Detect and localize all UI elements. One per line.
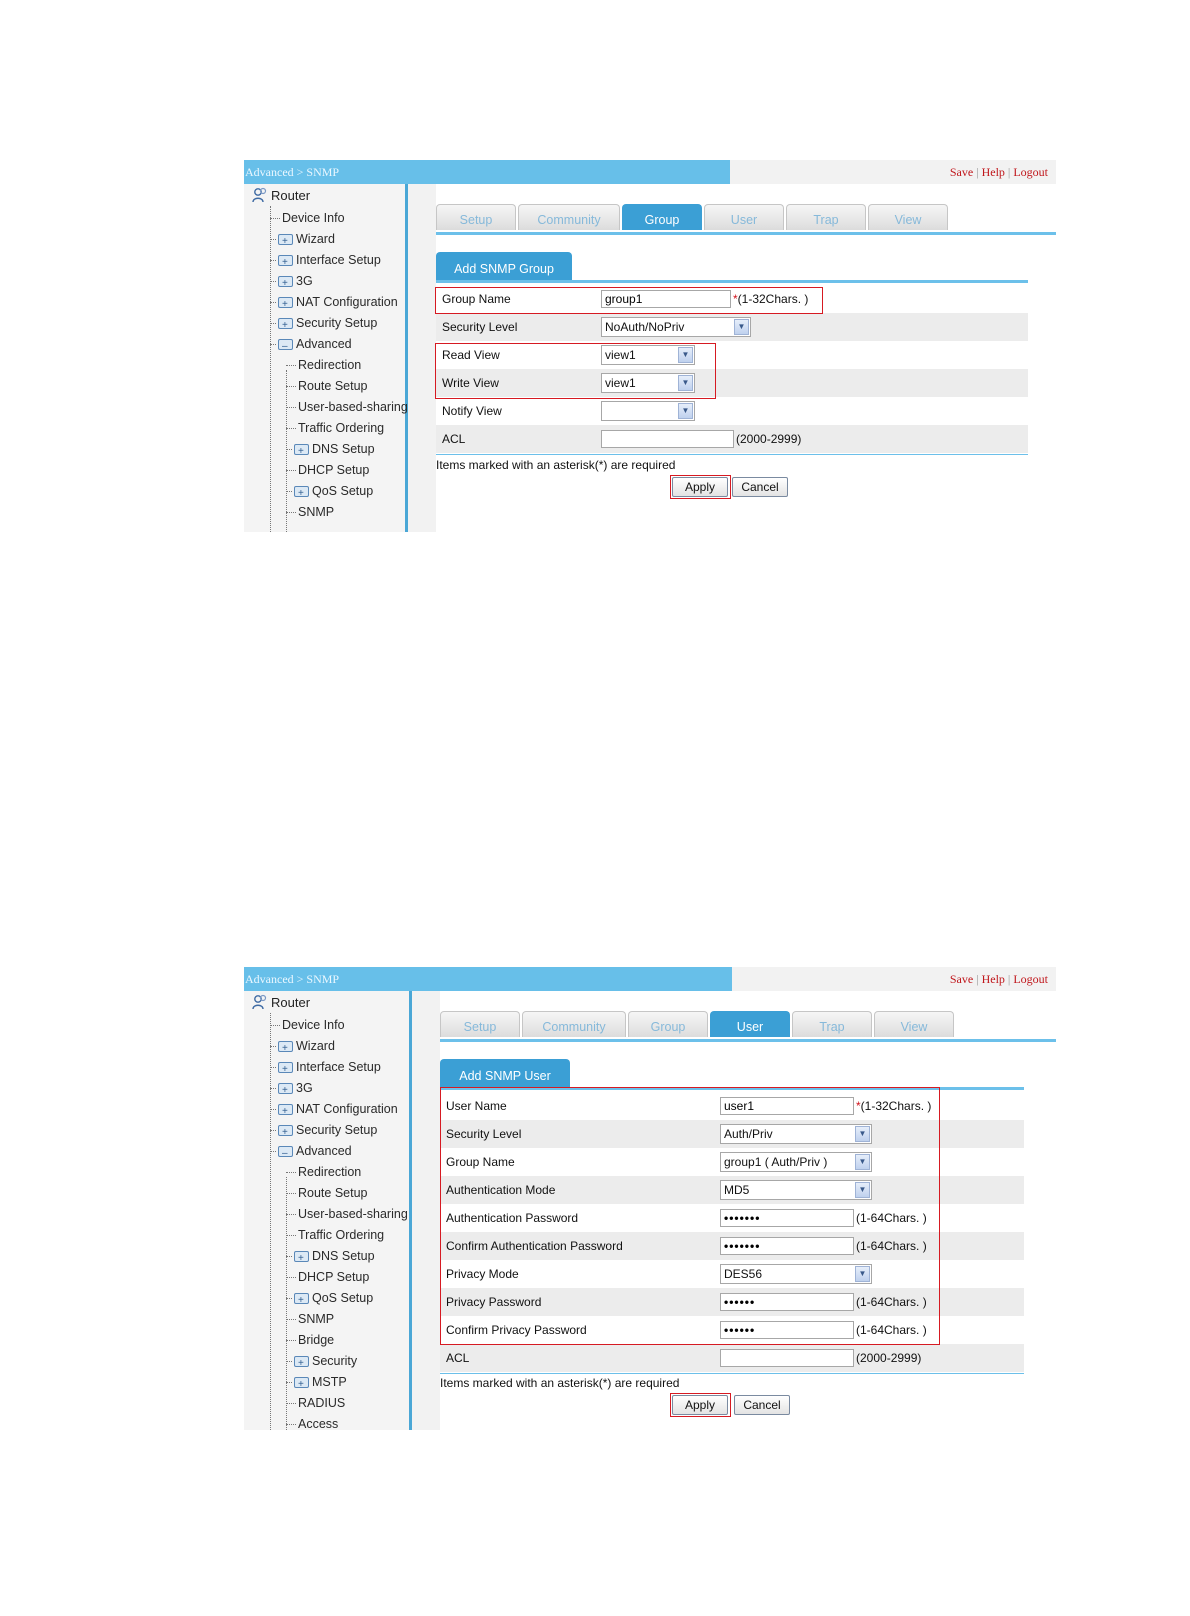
confirm-auth-password-label: Confirm Authentication Password xyxy=(440,1232,714,1260)
tree-root[interactable] xyxy=(252,994,310,1010)
folder-open-icon xyxy=(278,1146,293,1157)
form-row xyxy=(436,285,1028,313)
sidebar-item-dns-setup[interactable]: + DNS Setup xyxy=(286,439,375,460)
folder-icon xyxy=(294,486,309,497)
sidebar-item-user-based-sharing[interactable]: User-based-sharing xyxy=(286,1204,408,1225)
snmp-user-screenshot xyxy=(244,967,1056,1430)
security-level-select[interactable]: Auth/Priv ▼ xyxy=(720,1124,872,1144)
chevron-down-icon: ▼ xyxy=(734,319,749,335)
required-star: * xyxy=(733,292,738,306)
folder-icon xyxy=(294,1251,309,1262)
privacy-mode-label: Privacy Mode xyxy=(446,1267,519,1281)
cancel-button[interactable]: Cancel xyxy=(734,1395,790,1415)
logout-link[interactable]: Logout xyxy=(1013,165,1048,179)
form-row xyxy=(440,1120,1024,1148)
tab-user[interactable]: User xyxy=(710,1011,790,1037)
chevron-down-icon: ▼ xyxy=(855,1182,870,1198)
auth-mode-select[interactable]: MD5 ▼ xyxy=(720,1180,872,1200)
sidebar-item-redirection[interactable]: Redirection xyxy=(286,1162,361,1183)
router-user-icon xyxy=(252,994,268,1010)
notify-view-label: Notify View xyxy=(442,404,502,418)
sidebar-item-wizard[interactable]: + Wizard xyxy=(270,1036,335,1057)
tab-view[interactable]: View xyxy=(868,204,948,230)
tab-community[interactable]: Community xyxy=(518,204,620,230)
sidebar-item-security-setup[interactable]: + Security Setup xyxy=(270,1120,377,1141)
form-row xyxy=(440,1148,1024,1176)
read-view-label: Read View xyxy=(442,348,500,362)
router-user-icon xyxy=(252,187,268,203)
user-form xyxy=(440,1092,1024,1372)
required-star: * xyxy=(856,1099,861,1113)
notify-view-select[interactable] xyxy=(601,401,695,421)
group-name-hint: (1-32Chars. ) xyxy=(737,292,809,306)
security-level-select[interactable]: NoAuth/NoPriv ▼ xyxy=(601,317,751,337)
cancel-button[interactable]: Cancel xyxy=(732,477,788,497)
sidebar-item-nat[interactable]: + NAT Configuration xyxy=(270,292,398,313)
form-row xyxy=(436,369,1028,397)
sidebar-item-snmp[interactable]: SNMP xyxy=(286,1309,334,1330)
sidebar-item-device-info[interactable]: Device Info xyxy=(270,1015,345,1036)
folder-icon xyxy=(278,1062,293,1073)
sidebar-item-redirection[interactable]: Redirection xyxy=(286,355,361,376)
breadcrumb: Advanced > SNMP xyxy=(244,967,732,991)
sidebar-item-snmp[interactable]: SNMP xyxy=(286,502,334,523)
auth-mode-label: Authentication Mode xyxy=(440,1176,714,1204)
form-row xyxy=(436,397,1028,425)
snmp-group-screenshot xyxy=(244,160,1056,532)
sidebar-item-3g[interactable]: + 3G xyxy=(270,271,313,292)
sidebar-item-dhcp-setup[interactable]: DHCP Setup xyxy=(286,460,369,481)
user-name-hint: (1-32Chars. ) xyxy=(860,1099,932,1113)
confirm-privacy-password-hint: (1-64Chars. ) xyxy=(856,1323,927,1337)
chevron-down-icon: ▼ xyxy=(678,375,693,391)
save-link[interactable]: Save xyxy=(949,972,974,986)
sidebar-item-interface-setup[interactable]: + Interface Setup xyxy=(270,1057,381,1078)
folder-icon xyxy=(278,1125,293,1136)
breadcrumb: Advanced > SNMP xyxy=(244,160,730,184)
sidebar-item-qos-setup[interactable]: + QoS Setup xyxy=(286,1288,373,1309)
tab-setup[interactable]: Setup xyxy=(436,204,516,230)
folder-icon xyxy=(294,444,309,455)
form-row xyxy=(440,1092,1024,1120)
tab-group[interactable]: Group xyxy=(628,1011,708,1037)
chevron-down-icon: ▼ xyxy=(855,1126,870,1142)
group-form xyxy=(436,285,1028,453)
sidebar-item-security-setup[interactable]: + Security Setup xyxy=(270,313,377,334)
sidebar-item-user-based-sharing[interactable]: User-based-sharing xyxy=(286,397,408,418)
sidebar-item-route-setup[interactable]: Route Setup xyxy=(286,376,368,397)
sidebar-item-3g[interactable]: + 3G xyxy=(270,1078,313,1099)
folder-icon xyxy=(278,318,293,329)
sidebar-item-advanced[interactable]: – Advanced xyxy=(270,334,352,355)
form-row xyxy=(440,1344,1024,1372)
folder-icon xyxy=(278,1104,293,1115)
tab-setup[interactable]: Setup xyxy=(440,1011,520,1037)
sidebar-item-bridge[interactable]: Bridge xyxy=(286,1330,334,1351)
add-snmp-group-tab[interactable]: Add SNMP Group xyxy=(436,252,572,280)
form-row xyxy=(436,425,1028,453)
chevron-down-icon: ▼ xyxy=(855,1154,870,1170)
main-panel xyxy=(440,991,1056,1430)
write-view-label: Write View xyxy=(436,369,595,397)
tab-community[interactable]: Community xyxy=(522,1011,626,1037)
privacy-password-hint: (1-64Chars. ) xyxy=(856,1295,927,1309)
sidebar-item-nat[interactable]: + NAT Configuration xyxy=(270,1099,398,1120)
privacy-password-input[interactable] xyxy=(720,1293,854,1311)
logout-link[interactable]: Logout xyxy=(1013,972,1048,986)
sidebar-item-interface-setup[interactable]: + Interface Setup xyxy=(270,250,381,271)
group-name-label: Group Name xyxy=(446,1155,515,1169)
folder-icon xyxy=(278,297,293,308)
form-row xyxy=(436,341,1028,369)
tab-view[interactable]: View xyxy=(874,1011,954,1037)
required-note: Items marked with an asterisk(*) are required xyxy=(436,458,676,472)
acl-input[interactable] xyxy=(601,430,734,448)
sidebar-item-radius[interactable]: RADIUS xyxy=(286,1393,345,1414)
tab-group[interactable]: Group xyxy=(622,204,702,230)
folder-open-icon xyxy=(278,339,293,350)
acl-label: ACL xyxy=(436,425,595,453)
sidebar-item-security[interactable]: + Security xyxy=(286,1351,357,1372)
tree-root-label: Router xyxy=(271,994,311,1010)
sidebar-item-route-setup[interactable]: Route Setup xyxy=(286,1183,368,1204)
folder-icon xyxy=(294,1377,309,1388)
auth-password-hint: (1-64Chars. ) xyxy=(856,1211,927,1225)
confirm-privacy-password-input[interactable] xyxy=(720,1321,854,1339)
folder-icon xyxy=(278,1041,293,1052)
sidebar-item-traffic-ordering[interactable]: Traffic Ordering xyxy=(286,1225,384,1246)
folder-icon xyxy=(278,1083,293,1094)
chevron-down-icon: ▼ xyxy=(678,347,693,363)
acl-input[interactable] xyxy=(720,1349,854,1367)
confirm-auth-password-hint: (1-64Chars. ) xyxy=(856,1239,927,1253)
tab-bar xyxy=(440,1011,1056,1042)
sidebar-item-advanced[interactable]: – Advanced xyxy=(270,1141,352,1162)
chevron-down-icon: ▼ xyxy=(678,403,693,419)
group-name-input[interactable] xyxy=(601,290,731,308)
auth-password-input[interactable] xyxy=(720,1209,854,1227)
form-row xyxy=(440,1288,1024,1316)
privacy-mode-select[interactable]: DES56 ▼ xyxy=(720,1264,872,1284)
form-row xyxy=(440,1260,1024,1288)
tab-trap[interactable]: Trap xyxy=(786,204,866,230)
user-name-label: User Name xyxy=(446,1099,507,1113)
tree-root[interactable] xyxy=(252,187,310,203)
tab-user[interactable]: User xyxy=(704,204,784,230)
sidebar-item-wizard[interactable]: + Wizard xyxy=(270,229,335,250)
folder-icon xyxy=(294,1293,309,1304)
sidebar-nav xyxy=(244,184,408,532)
apply-button[interactable]: Apply xyxy=(672,477,728,497)
help-link[interactable]: Help xyxy=(981,972,1005,986)
sidebar-nav xyxy=(244,991,412,1430)
sidebar-item-device-info[interactable]: Device Info xyxy=(270,208,345,229)
folder-icon xyxy=(278,276,293,287)
chevron-down-icon: ▼ xyxy=(855,1266,870,1282)
confirm-auth-password-input[interactable] xyxy=(720,1237,854,1255)
apply-button[interactable]: Apply xyxy=(672,1395,728,1415)
write-view-select[interactable]: view1 ▼ xyxy=(601,373,695,393)
main-panel xyxy=(436,184,1056,532)
auth-password-label: Authentication Password xyxy=(446,1211,579,1225)
acl-hint: (2000-2999) xyxy=(736,432,802,446)
form-row xyxy=(440,1316,1024,1344)
folder-icon xyxy=(278,255,293,266)
form-row xyxy=(436,313,1028,341)
help-link[interactable]: Help xyxy=(981,165,1005,179)
sidebar-item-access[interactable]: Access xyxy=(286,1414,338,1430)
confirm-privacy-password-label: Confirm Privacy Password xyxy=(446,1323,587,1337)
top-links: Save | Help | Logout xyxy=(732,967,1056,991)
acl-label: ACL xyxy=(440,1344,714,1372)
form-row xyxy=(440,1176,1024,1204)
title-bar xyxy=(244,967,1056,991)
folder-icon xyxy=(278,234,293,245)
security-level-label: Security Level xyxy=(440,1120,714,1148)
security-level-label: Security Level xyxy=(436,313,595,341)
sidebar-item-mstp[interactable]: + MSTP xyxy=(286,1372,347,1393)
acl-hint: (2000-2999) xyxy=(856,1351,922,1365)
folder-icon xyxy=(294,1356,309,1367)
title-bar xyxy=(244,160,1056,184)
group-name-label: Group Name xyxy=(442,292,511,306)
form-row xyxy=(440,1204,1024,1232)
form-row xyxy=(440,1232,1024,1260)
tab-bar xyxy=(436,204,1056,235)
tab-trap[interactable]: Trap xyxy=(792,1011,872,1037)
sidebar-item-dhcp-setup[interactable]: DHCP Setup xyxy=(286,1267,369,1288)
tree-root-label: Router xyxy=(271,187,311,203)
sidebar-item-dns-setup[interactable]: + DNS Setup xyxy=(286,1246,375,1267)
sidebar-item-traffic-ordering[interactable]: Traffic Ordering xyxy=(286,418,384,439)
user-name-input[interactable] xyxy=(720,1097,854,1115)
save-link[interactable]: Save xyxy=(949,165,974,179)
add-snmp-user-tab[interactable]: Add SNMP User xyxy=(440,1059,570,1087)
sidebar-item-qos-setup[interactable]: + QoS Setup xyxy=(286,481,373,502)
top-links: Save | Help | Logout xyxy=(730,160,1056,184)
group-name-select[interactable]: group1 ( Auth/Priv ) ▼ xyxy=(720,1152,872,1172)
read-view-select[interactable]: view1 ▼ xyxy=(601,345,695,365)
privacy-password-label: Privacy Password xyxy=(440,1288,714,1316)
required-note: Items marked with an asterisk(*) are required xyxy=(440,1376,680,1390)
